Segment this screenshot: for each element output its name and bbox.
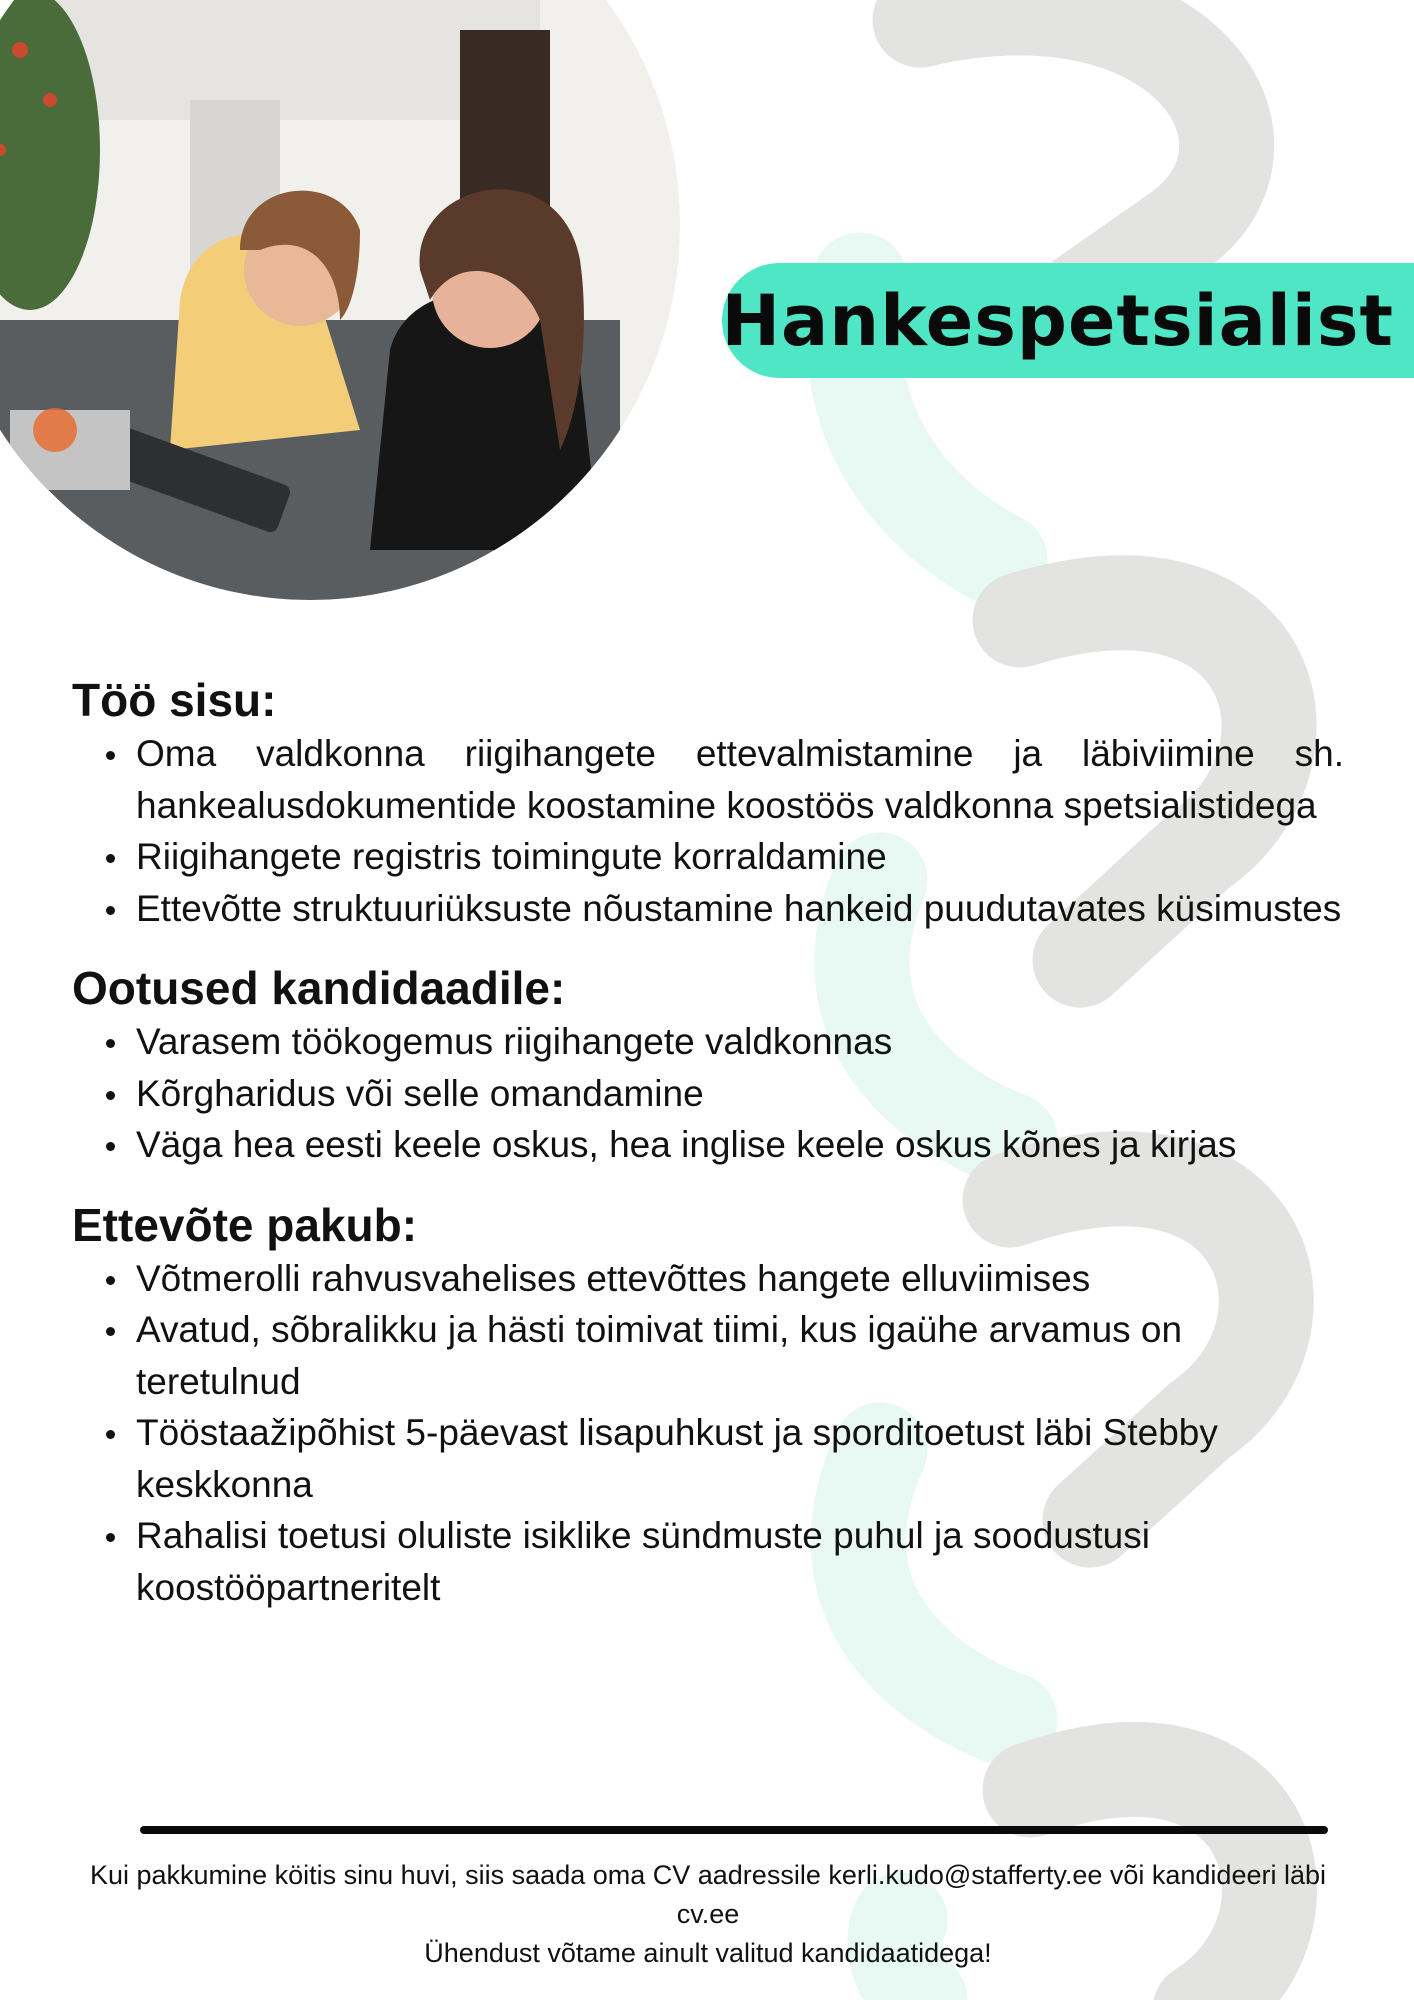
bullet-list <box>72 728 1344 934</box>
list-item: Ettevõtte struktuuriüksuste nõustamine hankeid puudutavates küsimustes <box>136 883 1344 935</box>
section-heading: Ettevõte pakub: <box>72 1198 418 1251</box>
list-item: Tööstaažipõhist 5-päevast lisapuhkust ja sporditoetust läbi Stebby keskkonna <box>136 1407 1344 1510</box>
bullet-list <box>72 1016 1344 1171</box>
section-job-content <box>72 672 1344 934</box>
section-heading: Töö sisu: <box>72 674 277 726</box>
list-item: Oma valdkonna riigihangete ettevalmistamine ja läbiviimine sh. hankealusdokumentide koostamine koostöös valdkonna spetsialistidega <box>136 728 1344 831</box>
job-description <box>72 672 1344 1613</box>
bullet-list <box>72 1253 1344 1614</box>
list-item: Kõrgharidus või selle omandamine <box>136 1068 1344 1120</box>
list-item: Avatud, sõbralikku ja hästi toimivat tiimi, kus igaühe arvamus on teretulnud <box>136 1304 1344 1407</box>
footer-contact-note: Ühendust võtame ainult valitud kandidaatidega! <box>424 1938 992 1968</box>
list-item: Varasem töökogemus riigihangete valdkonnas <box>136 1016 1344 1068</box>
section-benefits <box>72 1197 1344 1614</box>
footer-application-info: Kui pakkumine köitis sinu huvi, siis saada oma CV aadressile kerli.kudo@stafferty.ee või kandideeri läbi cv.ee <box>89 1860 1326 1929</box>
section-requirements <box>72 960 1344 1171</box>
footer <box>72 1856 1344 1973</box>
list-item: Väga hea eesti keele oskus, hea inglise keele oskus kõnes ja kirjas <box>136 1119 1344 1171</box>
section-heading: Ootused kandidaadile: <box>72 962 566 1014</box>
list-item: Riigihangete registris toimingute korraldamine <box>136 831 1344 883</box>
job-title-banner <box>722 263 1414 378</box>
list-item: Rahalisi toetusi oluliste isiklike sündmuste puhul ja soodustusi koostööpartneritelt <box>136 1510 1344 1613</box>
footer-divider <box>140 1826 1328 1834</box>
job-title: Hankespetsialist <box>721 279 1394 362</box>
list-item: Võtmerolli rahvusvahelises ettevõttes hangete elluviimises <box>136 1253 1344 1305</box>
